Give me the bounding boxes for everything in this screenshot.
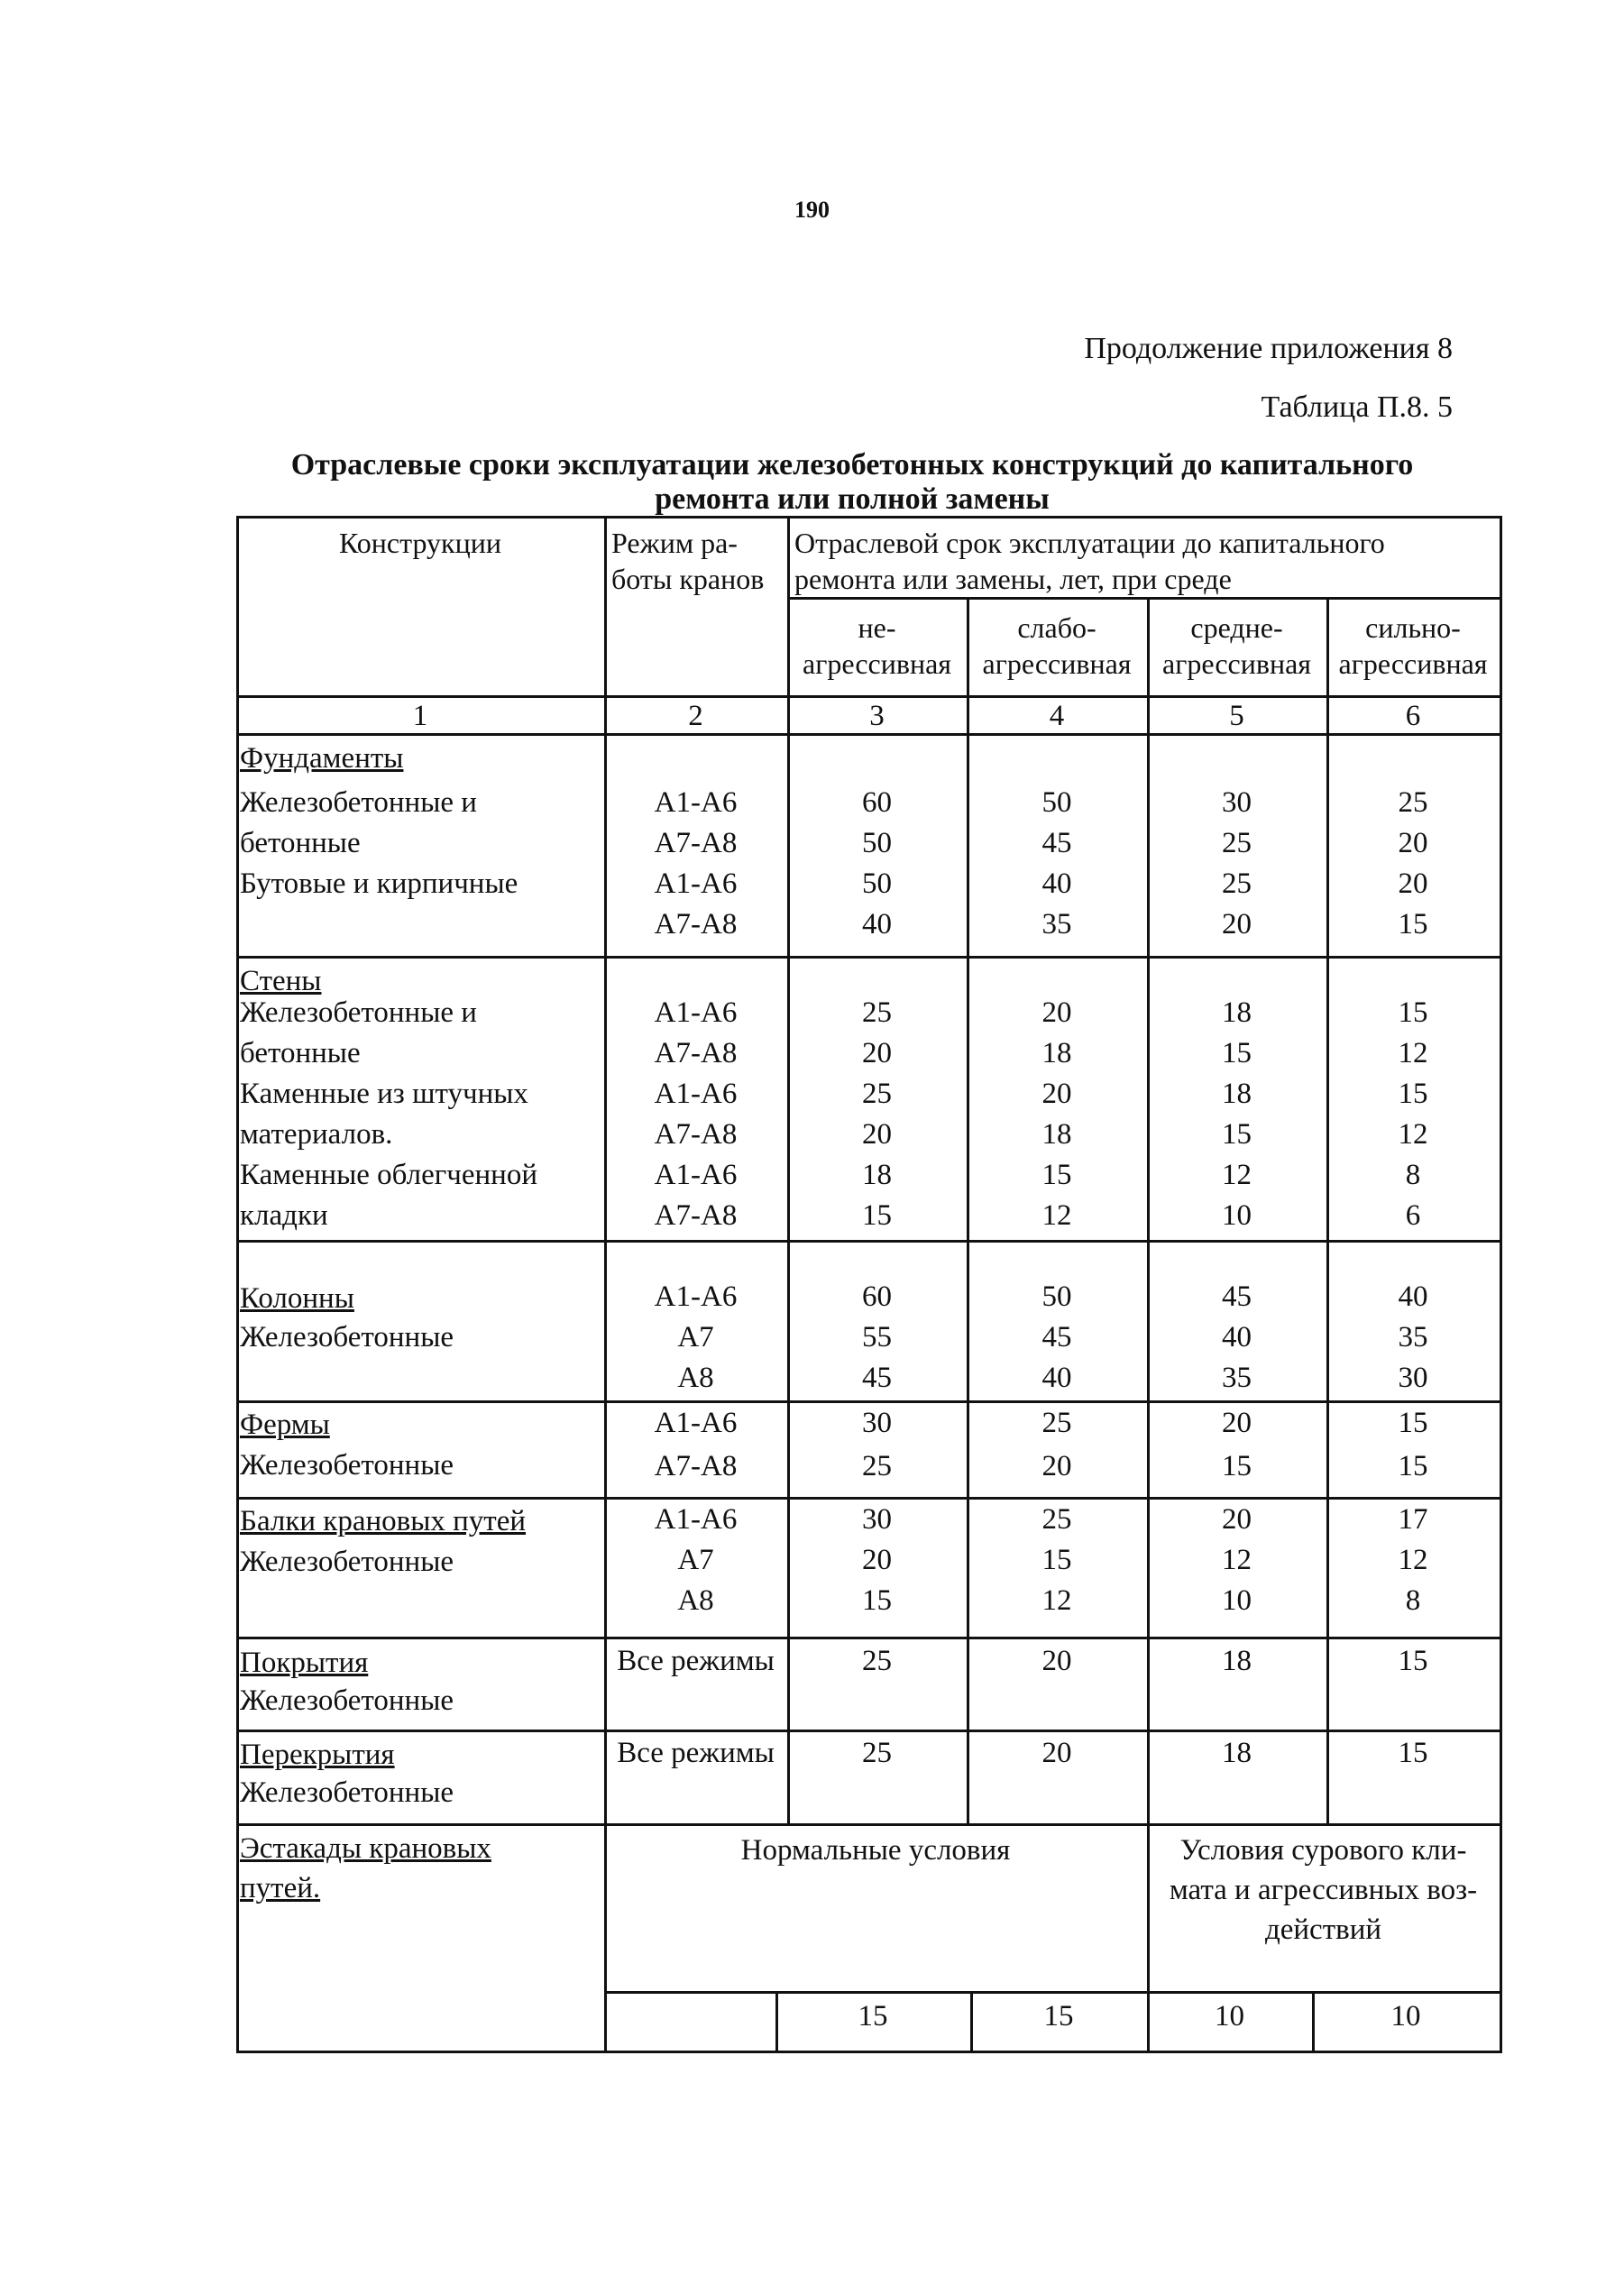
service-life-cell: 45 [1222, 1280, 1252, 1313]
section-rule [236, 1730, 1502, 1732]
service-life-cell: 18 [1222, 996, 1252, 1029]
crane-mode-cell: А1-А6 [654, 1407, 738, 1439]
service-life-cell: 12 [1398, 1118, 1428, 1151]
header-crane-mode: Режим ра- [611, 527, 738, 559]
header-group: Отраслевой срок эксплуатации до капитального [794, 527, 1385, 559]
header-group: ремонта или замены, лет, при среде [794, 563, 1232, 595]
continuation-note: Продолжение приложения 8 [1084, 332, 1453, 365]
service-life-cell: 35 [1398, 1321, 1428, 1354]
section-title: Перекрытия [240, 1739, 395, 1771]
header-environment: агрессивная [802, 647, 951, 680]
crane-mode-cell: А1-А6 [654, 1503, 738, 1536]
row-label: бетонные [240, 827, 361, 859]
section-rule [236, 1497, 1502, 1500]
service-life-cell: 20 [862, 1544, 892, 1576]
crane-mode-cell: А8 [677, 1362, 714, 1394]
service-life-cell: 25 [1222, 867, 1252, 900]
service-life-cell: 50 [1041, 786, 1072, 819]
service-life-cell: 60 [862, 786, 892, 819]
header-group-rule [787, 597, 1500, 600]
trestle-values-rule [604, 1991, 1500, 1994]
service-life-cell: 25 [862, 996, 892, 1029]
row-label: Железобетонные [240, 1546, 454, 1578]
service-life-cell: 12 [1041, 1199, 1072, 1232]
crane-mode-cell: А1-А6 [654, 1280, 738, 1313]
service-life-cell: 20 [1041, 996, 1072, 1029]
service-life-cell: 45 [1041, 1321, 1072, 1354]
service-life-cell: 20 [1041, 1645, 1072, 1677]
severe-conditions: действий [1264, 1913, 1382, 1946]
row-label: Железобетонные [240, 1449, 454, 1482]
service-life-cell: 18 [862, 1159, 892, 1191]
header-environment: агрессивная [982, 647, 1132, 680]
service-life-cell: 12 [1398, 1037, 1428, 1069]
column-number: 3 [869, 700, 885, 732]
header-constructions: Конструкции [339, 527, 501, 559]
section-rule [236, 1637, 1502, 1639]
service-life-cell: 50 [862, 867, 892, 900]
service-life-cell: 45 [862, 1362, 892, 1394]
section-title: Стены [240, 965, 322, 997]
header-crane-mode: боты кранов [611, 563, 765, 595]
header-environment: средне- [1190, 611, 1283, 644]
section-title: Фермы [240, 1409, 330, 1441]
service-life-cell: 45 [1041, 827, 1072, 859]
service-life-cell: 20 [862, 1037, 892, 1069]
service-life-cell: 20 [1041, 1078, 1072, 1110]
service-life-cell: 18 [1041, 1037, 1072, 1069]
service-life-cell: 15 [862, 1199, 892, 1232]
column-number: 6 [1405, 700, 1421, 732]
service-life-cell: 15 [1398, 1645, 1428, 1677]
column-number: 4 [1049, 700, 1065, 732]
row-label: Железобетонные [240, 1776, 454, 1809]
service-life-cell: 20 [1041, 1450, 1072, 1482]
service-life-cell: 15 [1041, 1159, 1072, 1191]
service-life-cell: 15 [1398, 1450, 1428, 1482]
header-environment: слабо- [1017, 611, 1096, 644]
section-title: Эстакады крановых [240, 1832, 491, 1865]
section-title: Колонны [240, 1282, 354, 1315]
service-life-cell: 15 [862, 1584, 892, 1617]
service-life-cell: 20 [1222, 1407, 1252, 1439]
service-life-cell: 10 [1215, 2000, 1244, 2033]
section-title: Покрытия [240, 1647, 369, 1679]
service-life-cell: 12 [1398, 1544, 1428, 1576]
service-life-cell: 25 [1398, 786, 1428, 819]
section-rule [236, 956, 1502, 959]
crane-mode-cell: А1-А6 [654, 1078, 738, 1110]
section-rule [236, 1240, 1502, 1243]
service-life-cell: 10 [1222, 1199, 1252, 1232]
crane-mode-cell: А7-А8 [654, 827, 738, 859]
crane-mode-cell: А8 [677, 1584, 714, 1617]
title-line-1: Отраслевые сроки эксплуатации железобетонных конструкций до капитального [290, 448, 1414, 482]
service-life-cell: 35 [1222, 1362, 1252, 1394]
table-border-top [236, 516, 1502, 518]
service-life-cell: 35 [1041, 908, 1072, 941]
section-title: Фундаменты [240, 742, 404, 775]
service-life-cell: 55 [862, 1321, 892, 1354]
header-environment: агрессивная [1161, 647, 1311, 680]
severe-conditions: Условия сурового кли- [1179, 1834, 1467, 1867]
service-life-cell: 18 [1222, 1078, 1252, 1110]
service-life-cell: 15 [1043, 2000, 1074, 2033]
service-life-cell: 40 [1398, 1280, 1428, 1313]
page-number: 190 [794, 197, 830, 223]
row-label: Железобетонные и [240, 786, 477, 819]
service-life-cell: 50 [1041, 1280, 1072, 1313]
service-life-cell: 30 [1398, 1362, 1428, 1394]
crane-mode-cell: А7-А8 [654, 908, 738, 941]
crane-mode-cell: А7 [677, 1544, 714, 1576]
crane-mode-cell: А7-А8 [654, 1199, 738, 1232]
table-border-left [236, 516, 239, 2051]
crane-mode-cell: Все режимы [617, 1737, 775, 1769]
header-environment: агрессивная [1338, 647, 1488, 680]
service-life-cell: 8 [1405, 1584, 1421, 1617]
service-life-cell: 40 [1041, 867, 1072, 900]
service-life-cell: 15 [1398, 1407, 1428, 1439]
service-life-cell: 25 [862, 1078, 892, 1110]
service-life-cell: 60 [862, 1280, 892, 1313]
service-life-cell: 20 [1398, 827, 1428, 859]
crane-mode-cell: А1-А6 [654, 786, 738, 819]
service-life-cell: 15 [1222, 1118, 1252, 1151]
row-label: Железобетонные [240, 1321, 454, 1354]
service-life-cell: 6 [1405, 1199, 1421, 1232]
service-life-cell: 12 [1222, 1544, 1252, 1576]
header-environment: сильно- [1365, 611, 1461, 644]
table-title [225, 448, 1479, 517]
service-life-cell: 25 [1222, 827, 1252, 859]
crane-mode-cell: А1-А6 [654, 1159, 738, 1191]
service-life-cell: 20 [1398, 867, 1428, 900]
service-life-cell: 15 [858, 2000, 888, 2033]
service-life-cell: 15 [1398, 996, 1428, 1029]
column-number: 1 [412, 700, 428, 732]
service-life-cell: 50 [862, 827, 892, 859]
service-life-cell: 17 [1398, 1503, 1428, 1536]
service-life-cell: 10 [1390, 2000, 1421, 2033]
service-life-cell: 30 [862, 1407, 892, 1439]
section-title: Балки крановых путей [240, 1505, 527, 1537]
service-life-cell: 18 [1222, 1737, 1252, 1769]
column-number: 5 [1229, 700, 1244, 732]
section-rule [236, 1400, 1502, 1403]
service-life-cell: 15 [1398, 1078, 1428, 1110]
row-label: материалов. [240, 1118, 393, 1151]
row-label: Каменные из штучных [240, 1078, 528, 1110]
title-line-2: ремонта или полной замены [655, 482, 1050, 516]
service-life-cell: 40 [1222, 1321, 1252, 1354]
service-life-cell: 25 [862, 1645, 892, 1677]
table-border-right [1500, 516, 1502, 2051]
row-label: Железобетонные [240, 1684, 454, 1717]
crane-mode-cell: А7-А8 [654, 1037, 738, 1069]
crane-mode-cell: А7 [677, 1321, 714, 1354]
service-life-cell: 8 [1405, 1159, 1421, 1191]
service-life-cell: 15 [1222, 1450, 1252, 1482]
service-life-cell: 40 [1041, 1362, 1072, 1394]
service-life-cell: 25 [1041, 1407, 1072, 1439]
service-life-cell: 20 [1222, 1503, 1252, 1536]
service-life-cell: 15 [1398, 1737, 1428, 1769]
table-border-bottom [236, 2051, 1502, 2053]
service-life-cell: 18 [1222, 1645, 1252, 1677]
row-label: Железобетонные и [240, 996, 477, 1029]
service-life-cell: 18 [1041, 1118, 1072, 1151]
service-life-cell: 40 [862, 908, 892, 941]
crane-mode-cell: А1-А6 [654, 996, 738, 1029]
row-label: бетонные [240, 1037, 361, 1069]
section-title: путей. [240, 1872, 321, 1904]
service-life-cell: 25 [862, 1737, 892, 1769]
service-life-cell: 30 [1222, 786, 1252, 819]
column-number: 2 [688, 700, 703, 732]
service-life-cell: 30 [862, 1503, 892, 1536]
service-life-cell: 25 [862, 1450, 892, 1482]
service-life-cell: 10 [1222, 1584, 1252, 1617]
service-life-cell: 15 [1222, 1037, 1252, 1069]
table-number: Таблица П.8. 5 [1261, 390, 1453, 424]
crane-mode-cell: Все режимы [617, 1645, 775, 1677]
row-label: Каменные облегченной [240, 1159, 537, 1191]
service-life-cell: 25 [1041, 1503, 1072, 1536]
header-environment: не- [858, 611, 896, 644]
crane-mode-cell: А7-А8 [654, 1118, 738, 1151]
service-life-cell: 12 [1041, 1584, 1072, 1617]
service-life-cell: 15 [1398, 908, 1428, 941]
row-label: Бутовые и кирпичные [240, 867, 518, 900]
service-life-cell: 20 [862, 1118, 892, 1151]
service-life-cell: 12 [1222, 1159, 1252, 1191]
service-life-cell: 15 [1041, 1544, 1072, 1576]
crane-mode-cell: А1-А6 [654, 867, 738, 900]
section-rule [236, 1823, 1502, 1826]
severe-conditions: мата и агрессивных воз- [1169, 1874, 1478, 1906]
service-life-cell: 20 [1041, 1737, 1072, 1769]
normal-conditions: Нормальные условия [740, 1834, 1011, 1867]
service-life-cell: 20 [1222, 908, 1252, 941]
row-label: кладки [240, 1199, 328, 1232]
crane-mode-cell: А7-А8 [654, 1450, 738, 1482]
